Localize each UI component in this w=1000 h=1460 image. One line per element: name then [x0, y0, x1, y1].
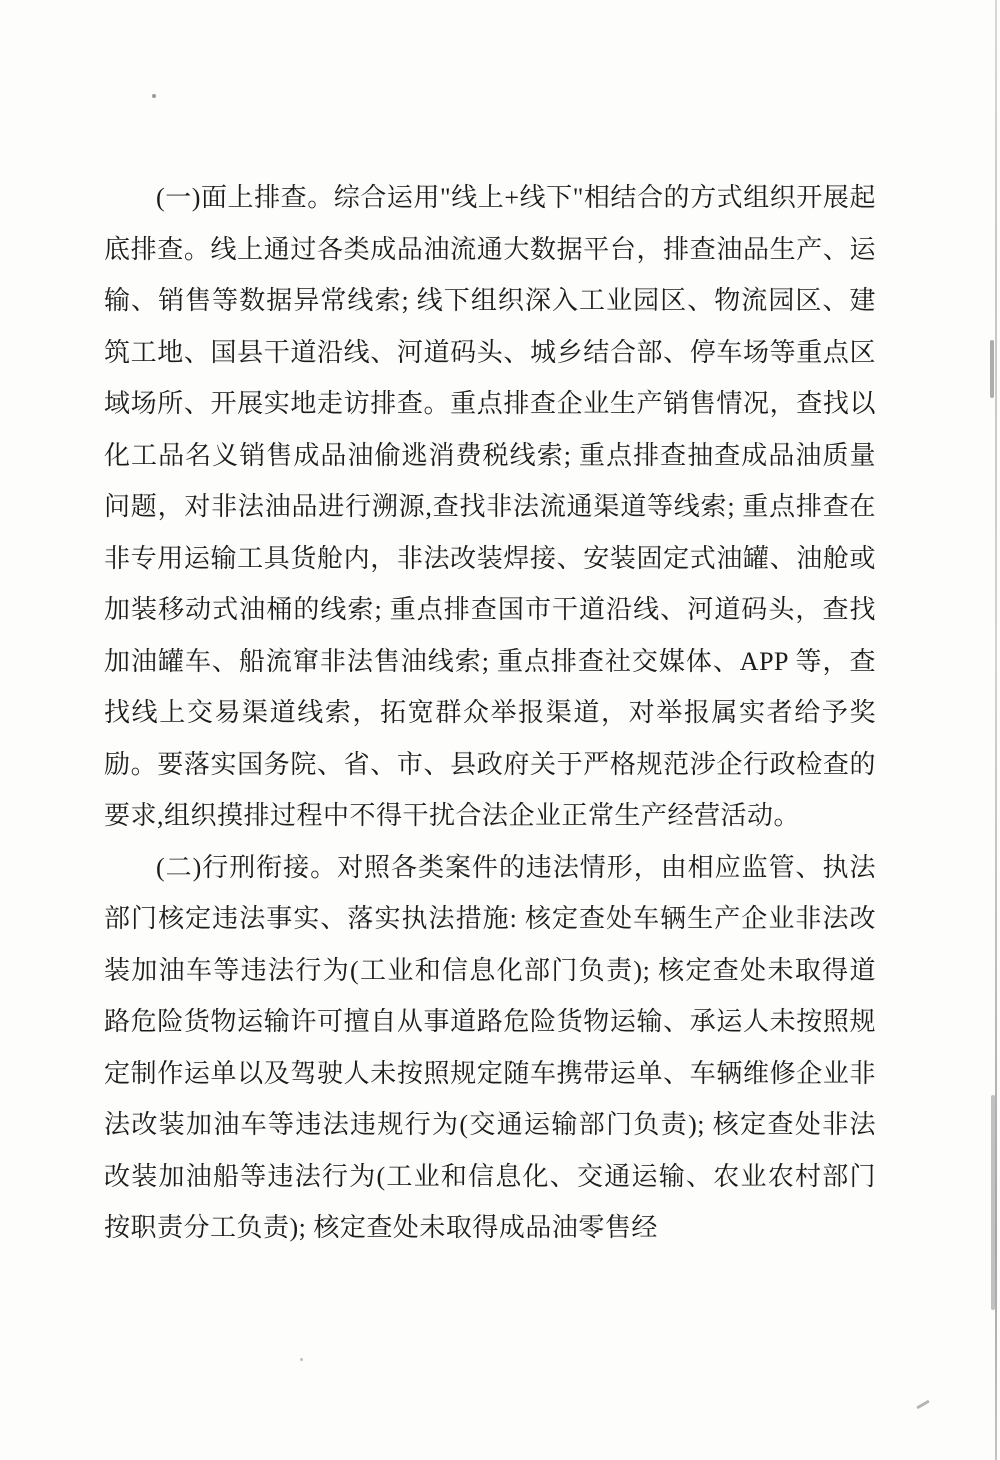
scan-speck-bottom-right: [916, 1400, 930, 1410]
scan-edge-line: [995, 0, 997, 1460]
paragraph-surface-screening: (一)面上排查。综合运用"线上+线下"相结合的方式组织开展起底排查。线上通过各类成品油流通大数据平台，排查油品生产、运输、销售等数据异常线索; 线下组织深入工业园区、物流园区、建筑工地、国县干道沿线、河道码头、城乡结合部、停车场等重点区域场所、开展实地走访排查。重点排查企业生产销售情况，查找以化工品名义销售成品油偷逃消费税线索; 重点排查抽查成品油质量问题，对非法油品进行溯源,查找非法流通渠道等线索; 重点排查在非专用运输工具货舱内，非法改装焊接、安装固定式油罐、油舱或加装移动式油桶的线索; 重点排查国市干道沿线、河道码头，查找加油罐车、船流窜非法售油线索; 重点排查社交媒体、APP 等，查找线上交易渠道线索，拓宽群众举报渠道，对举报属实者给予奖励。要落实国务院、省、市、县政府关于严格规范涉企行政检查的要求,组织摸排过程中不得干扰合法企业正常生产经营活动。: [104, 183, 876, 830]
document-body: [104, 172, 876, 1254]
scan-speck-bottom-left: [300, 1358, 303, 1361]
paragraph-enforcement-linkage: (二)行刑衔接。对照各类案件的违法情形，由相应监管、执法部门核定违法事实、落实执法措施: 核定查处车辆生产企业非法改装加油车等违法行为(工业和信息化部门负责); 核定查处未取得道路危险货物运输许可擅自从事道路危险货物运输、承运人未按照规定制作运单以及驾驶人未按照规定随车携带运单、车辆维修企业非法改装加油车等违法违规行为(交通运输部门负责); 核定查处非法改装加油船等违法行为(工业和信息化、交通运输、农业农村部门按职责分工负责); 核定查处未取得成品油零售经: [104, 852, 876, 1242]
scan-noise-blob-bottom: [991, 1095, 995, 1310]
scan-noise-blob-top: [990, 340, 994, 398]
scan-speck-top-left: [152, 94, 156, 98]
